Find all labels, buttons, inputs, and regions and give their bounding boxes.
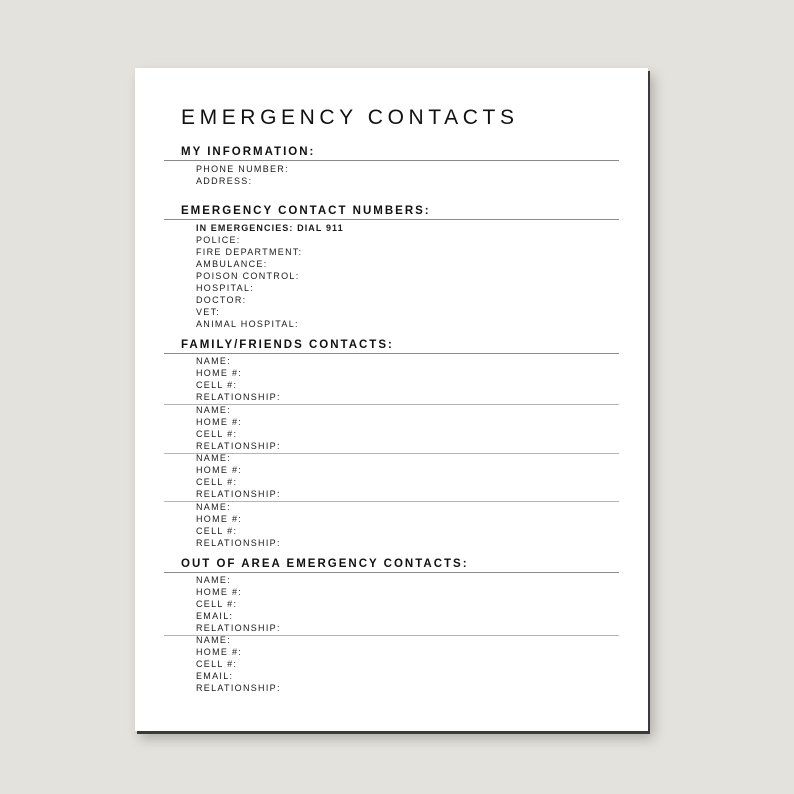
field-label-cell: CELL #: — [196, 477, 238, 487]
field-label-relationship: RELATIONSHIP: — [196, 623, 281, 633]
contact-divider — [164, 501, 619, 502]
field-label-fire-department: FIRE DEPARTMENT: — [196, 247, 303, 257]
section-heading-my-information: MY INFORMATION: — [181, 146, 316, 158]
field-label-name: NAME: — [196, 405, 232, 415]
field-label-name: NAME: — [196, 635, 232, 645]
section-divider — [164, 353, 619, 354]
field-label-name: NAME: — [196, 453, 232, 463]
contact-divider — [164, 404, 619, 405]
field-label-hospital: HOSPITAL: — [196, 283, 255, 293]
field-label-cell: CELL #: — [196, 429, 238, 439]
field-label-home: HOME #: — [196, 647, 243, 657]
field-label-cell: CELL #: — [196, 599, 238, 609]
field-label-poison-control: POISON CONTROL: — [196, 271, 300, 281]
field-label-ambulance: AMBULANCE: — [196, 259, 268, 269]
field-label-address: ADDRESS: — [196, 176, 253, 186]
field-label-police: POLICE: — [196, 235, 241, 245]
field-label-vet: VET: — [196, 307, 221, 317]
field-label-cell: CELL #: — [196, 659, 238, 669]
page-title: EMERGENCY CONTACTS — [181, 106, 519, 129]
field-label-relationship: RELATIONSHIP: — [196, 392, 281, 402]
field-label-email: EMAIL: — [196, 671, 234, 681]
field-label-home: HOME #: — [196, 465, 243, 475]
field-label-phone-number: PHONE NUMBER: — [196, 164, 289, 174]
field-label-relationship: RELATIONSHIP: — [196, 441, 281, 451]
field-label-animal-hospital: ANIMAL HOSPITAL: — [196, 319, 299, 329]
section-heading-family-friends: FAMILY/FRIENDS CONTACTS: — [181, 339, 394, 351]
field-label-relationship: RELATIONSHIP: — [196, 538, 281, 548]
section-divider — [164, 572, 619, 573]
field-label-cell: CELL #: — [196, 380, 238, 390]
field-label-home: HOME #: — [196, 514, 243, 524]
field-label-relationship: RELATIONSHIP: — [196, 683, 281, 693]
section-divider — [164, 219, 619, 220]
field-label-name: NAME: — [196, 575, 232, 585]
section-divider — [164, 160, 619, 161]
field-label-home: HOME #: — [196, 587, 243, 597]
field-label-home: HOME #: — [196, 368, 243, 378]
field-label-email: EMAIL: — [196, 611, 234, 621]
field-label-name: NAME: — [196, 502, 232, 512]
contact-divider — [164, 635, 619, 636]
contact-divider — [164, 453, 619, 454]
field-label-relationship: RELATIONSHIP: — [196, 489, 281, 499]
section-heading-emergency-numbers: EMERGENCY CONTACT NUMBERS: — [181, 205, 431, 217]
section-heading-out-of-area: OUT OF AREA EMERGENCY CONTACTS: — [181, 558, 469, 570]
field-label-doctor: DOCTOR: — [196, 295, 247, 305]
field-label-cell: CELL #: — [196, 526, 238, 536]
field-label-home: HOME #: — [196, 417, 243, 427]
field-label-name: NAME: — [196, 356, 232, 366]
document-page — [135, 68, 648, 731]
emergency-note: IN EMERGENCIES: DIAL 911 — [196, 223, 344, 233]
